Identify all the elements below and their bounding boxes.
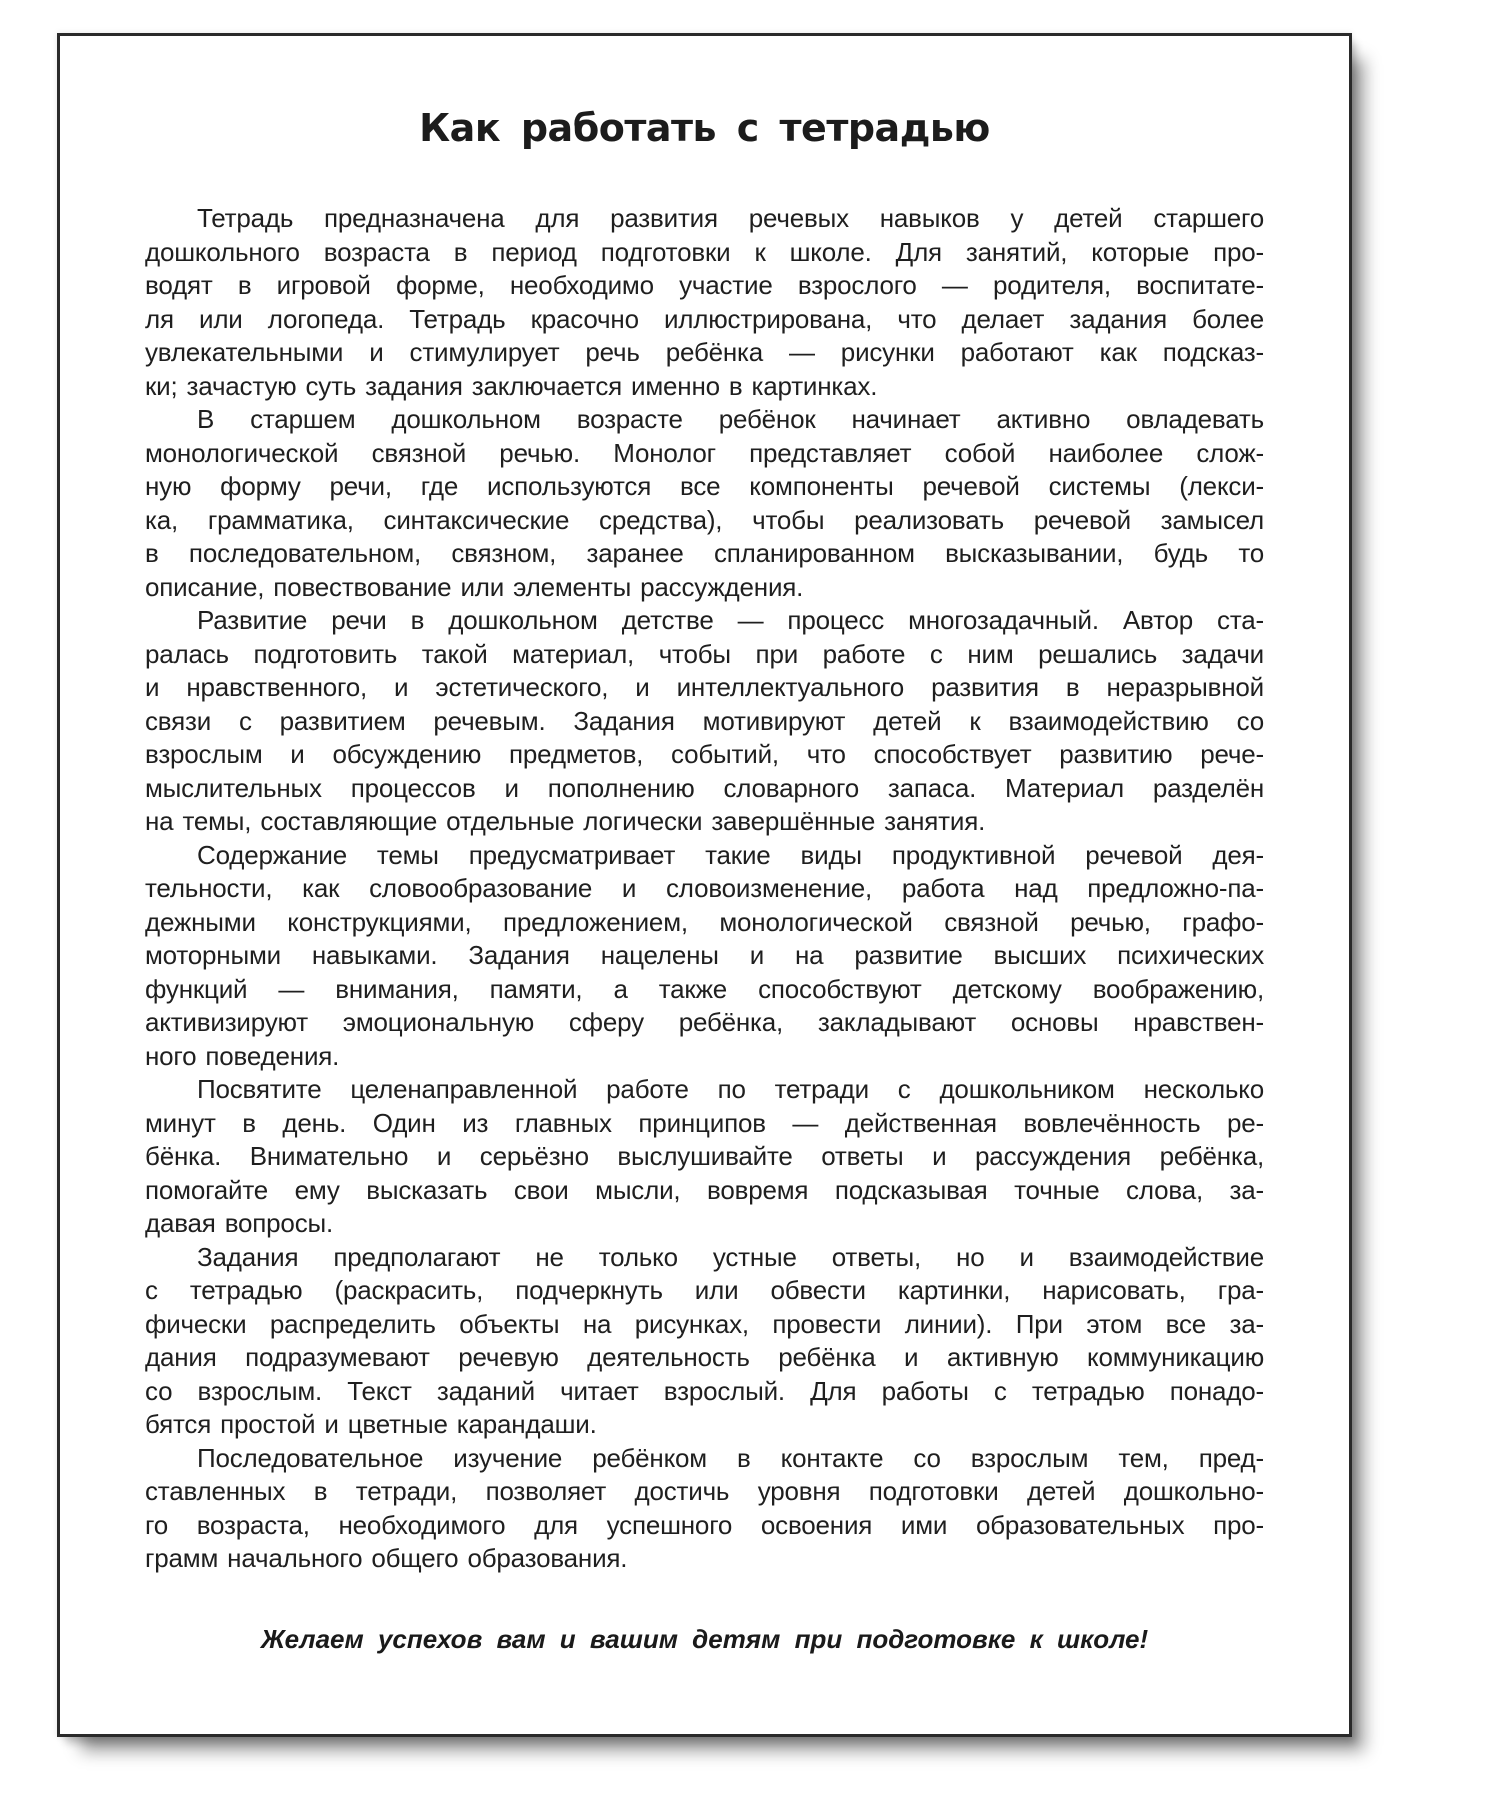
- text-line: в последовательном, связном, заранее спланированном высказывании, будь то: [145, 538, 1264, 568]
- text-line: увлекательными и стимулирует речь ребёнка — рисунки работают как подсказ-: [145, 337, 1264, 367]
- text-line: В старшем дошкольном возрасте ребёнок начинает активно овладевать: [197, 404, 1264, 434]
- text-line: дошкольного возраста в период подготовки к школе. Для занятий, которые про-: [145, 236, 1264, 267]
- text-line: ставленных в тетради, позволяет достичь уровня подготовки детей дошкольно-: [145, 1476, 1264, 1506]
- text-line: Задания предполагают не только устные ответы, но и взаимодействие: [197, 1241, 1264, 1272]
- text-line: фически распределить объекты на рисунках, провести линии). При этом все за-: [145, 1308, 1264, 1339]
- text-line: помогайте ему высказать свои мысли, вовремя подсказывая точные слова, за-: [145, 1174, 1264, 1205]
- text-line: связи с развитием речевым. Задания мотивируют детей к взаимодействию со: [145, 705, 1264, 736]
- text-line: монологической связной речью. Монолог представляет собой наиболее слож-: [145, 437, 1264, 468]
- text-line: грамм начального общего образования.: [145, 1543, 628, 1573]
- text-line: ного поведения.: [145, 1040, 340, 1071]
- text-line: минут в день. Один из главных принципов — действенная вовлечённость ре-: [145, 1107, 1264, 1138]
- text-line: Последовательное изучение ребёнком в контакте со взрослым тем, пред-: [197, 1442, 1264, 1473]
- text-line: бятся простой и цветные карандаши.: [145, 1409, 597, 1439]
- text-line: ка, грамматика, синтаксические средства), чтобы реализовать речевой замысел: [145, 504, 1264, 535]
- text-line: ралась подготовить такой материал, чтобы при работе с ним решались задачи: [145, 638, 1264, 669]
- text-line: бёнка. Внимательно и серьёзно выслушивайте ответы и рассуждения ребёнка,: [145, 1141, 1264, 1171]
- text-line: Посвятите целенаправленной работе по тетради с дошкольником несколько: [197, 1074, 1264, 1104]
- text-line: Тетрадь предназначена для развития речевых навыков у детей старшего: [197, 203, 1264, 233]
- text-line: тельности, как словообразование и словоизменение, работа над предложно-па-: [145, 873, 1264, 903]
- text-line: на темы, составляющие отдельные логически завершённые занятия.: [145, 806, 986, 836]
- text-line: активизируют эмоциональную сферу ребёнка, закладывают основы нравствен-: [145, 1007, 1264, 1037]
- text-line: дежными конструкциями, предложением, монологической связной речью, графо-: [145, 906, 1264, 937]
- body-text: [145, 202, 1264, 1576]
- text-line: Содержание темы предусматривает такие виды продуктивной речевой дея-: [197, 839, 1264, 870]
- text-line: моторными навыками. Задания нацелены и на развитие высших психических: [145, 940, 1264, 970]
- page-title: Как работать с тетрадью: [419, 106, 990, 150]
- text-line: и нравственного, и эстетического, и интеллектуального развития в неразрывной: [145, 672, 1264, 702]
- text-line: со взрослым. Текст заданий читает взрослый. Для работы с тетрадью понадо-: [145, 1375, 1264, 1406]
- text-line: описание, повествование или элементы рассуждения.: [145, 571, 804, 602]
- text-line: взрослым и обсуждению предметов, событий, что способствует развитию рече-: [145, 739, 1264, 769]
- closing-line: Желаем успехов вам и вашим детям при подготовке к школе!: [260, 1623, 1149, 1654]
- text-line: водят в игровой форме, необходимо участие взрослого — родителя, воспитате-: [145, 270, 1264, 300]
- text-line: давая вопросы.: [145, 1208, 334, 1238]
- text-line: функций — внимания, памяти, а также способствуют детскому воображению,: [145, 973, 1264, 1004]
- text-line: ля или логопеда. Тетрадь красочно иллюстрирована, что делает задания более: [145, 303, 1264, 334]
- text-line: Развитие речи в дошкольном детстве — процесс многозадачный. Автор ста-: [197, 605, 1264, 635]
- text-line: го возраста, необходимого для успешного освоения ими образовательных про-: [145, 1509, 1264, 1540]
- text-line: с тетрадью (раскрасить, подчеркнуть или обвести картинки, нарисовать, гра-: [145, 1275, 1264, 1305]
- page-sheet: [57, 33, 1352, 1737]
- text-line: дания подразумевают речевую деятельность ребёнка и активную коммуникацию: [145, 1342, 1264, 1372]
- text-line: мыслительных процессов и пополнению словарного запаса. Материал разделён: [145, 772, 1264, 803]
- text-line: ную форму речи, где используются все компоненты речевой системы (лекси-: [145, 471, 1264, 501]
- text-line: ки; зачастую суть задания заключается именно в картинках.: [145, 370, 878, 401]
